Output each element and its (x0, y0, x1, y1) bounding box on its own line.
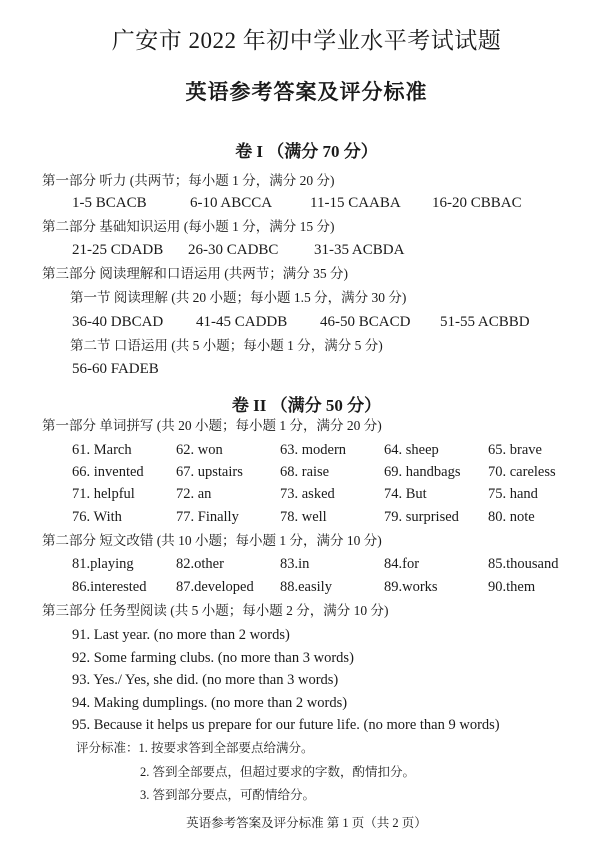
reading-answer: 92. Some farming clubs. (no more than 3 words) (72, 650, 354, 666)
word-answer: 74. But (384, 486, 427, 502)
vol1-part2-label: 第二部分 基础知识运用 (每小题 1 分，满分 15 分) (42, 219, 335, 234)
vol1-part1-answers (72, 194, 522, 212)
word-answer: 67. upstairs (176, 464, 243, 480)
correction-answer: 90.them (488, 579, 536, 595)
scoring-rule: 评分标准：1. 按要求答到全部要点给满分。 (76, 741, 314, 755)
answer-group: 6-10 ABCCA (190, 195, 273, 211)
reading-answer: 94. Making dumplings. (no more than 2 words) (72, 695, 348, 711)
word-answer: 69. handbags (384, 464, 461, 480)
answer-group: 11-15 CAABA (310, 195, 401, 211)
word-answer: 66. invented (72, 464, 144, 480)
answer-group: 36-40 DBCAD (72, 314, 164, 330)
scoring-rule: 2. 答到全部要点，但超过要求的字数，酌情扣分。 (140, 765, 416, 779)
word-answer: 71. helpful (72, 486, 135, 502)
reading-answer: 93. Yes./ Yes, she did. (no more than 3 words) (72, 672, 339, 688)
vol1-part2-answers (72, 241, 404, 259)
answer-group: 16-20 CBBAC (432, 195, 522, 211)
word-answer: 64. sheep (384, 442, 439, 458)
answer-group: 1-5 BCACB (72, 195, 147, 211)
word-answer: 65. brave (488, 442, 542, 458)
vol1-part1-label: 第一部分 听力 (共两节；每小题 1 分，满分 20 分) (42, 173, 335, 188)
correction-answer: 85.thousand (488, 556, 559, 572)
correction-answer: 86.interested (72, 579, 147, 595)
vol1-part3-section2-answers (72, 360, 159, 378)
correction-answer: 81.playing (72, 556, 134, 572)
answer-group: 56-60 FADEB (72, 361, 159, 377)
vol1-part3-label: 第三部分 阅读理解和口语运用 (共两节；满分 35 分) (42, 266, 348, 281)
vol2-heading: 卷 II （满分 50 分） (231, 396, 382, 415)
word-answer: 63. modern (280, 442, 347, 458)
vol1-heading: 卷 I （满分 70 分） (235, 142, 378, 161)
page-subtitle: 英语参考答案及评分标准 (185, 80, 428, 104)
word-answer: 80. note (488, 509, 535, 525)
answer-group: 51-55 ACBBD (440, 314, 530, 330)
answer-group: 26-30 CADBC (188, 242, 279, 258)
answer-group: 41-45 CADDB (196, 314, 288, 330)
answer-group: 31-35 ACBDA (314, 242, 405, 258)
correction-answer: 87.developed (176, 579, 254, 595)
page-title: 广安市 2022 年初中学业水平考试试题 (111, 28, 502, 53)
word-answer: 68. raise (280, 464, 330, 480)
word-answer: 73. asked (280, 486, 335, 502)
page-footer: 英语参考答案及评分标准 第 1 页（共 2 页） (186, 816, 427, 830)
vol2-part2-label: 第二部分 短文改错 (共 10 小题；每小题 1 分，满分 10 分) (42, 533, 382, 548)
vol2-part3-label: 第三部分 任务型阅读 (共 5 小题；每小题 2 分，满分 10 分) (42, 603, 389, 618)
word-answer: 75. hand (488, 486, 538, 502)
reading-answer: 91. Last year. (no more than 2 words) (72, 627, 290, 643)
correction-answer: 88.easily (280, 579, 332, 595)
vol1-part3-section1-label: 第一节 阅读理解 (共 20 小题；每小题 1.5 分，满分 30 分) (70, 290, 407, 305)
correction-answer: 82.other (176, 556, 224, 572)
vol1-part3-section2-label: 第二节 口语运用 (共 5 小题；每小题 1 分，满分 5 分) (70, 338, 383, 353)
vol1-part3-section1-answers (72, 313, 530, 331)
word-answer: 72. an (176, 486, 212, 502)
vol2-part1-label: 第一部分 单词拼写 (共 20 小题；每小题 1 分，满分 20 分) (42, 418, 382, 433)
reading-answer: 95. Because it helps us prepare for our future life. (no more than 9 words) (72, 717, 500, 733)
answer-group: 21-25 CDADB (72, 242, 164, 258)
word-answer: 79. surprised (384, 509, 459, 525)
scoring-rule: 3. 答到部分要点，可酌情给分。 (140, 788, 316, 802)
answer-group: 46-50 BCACD (320, 314, 411, 330)
word-answer: 70. careless (488, 464, 556, 480)
word-answer: 76. With (72, 509, 122, 525)
correction-answer: 84.for (384, 556, 420, 572)
word-answer: 61. March (72, 442, 132, 458)
correction-answer: 89.works (384, 579, 438, 595)
word-answer: 62. won (176, 442, 223, 458)
word-answer: 78. well (280, 509, 327, 525)
word-answer: 77. Finally (176, 509, 239, 525)
correction-answer: 83.in (280, 556, 310, 572)
